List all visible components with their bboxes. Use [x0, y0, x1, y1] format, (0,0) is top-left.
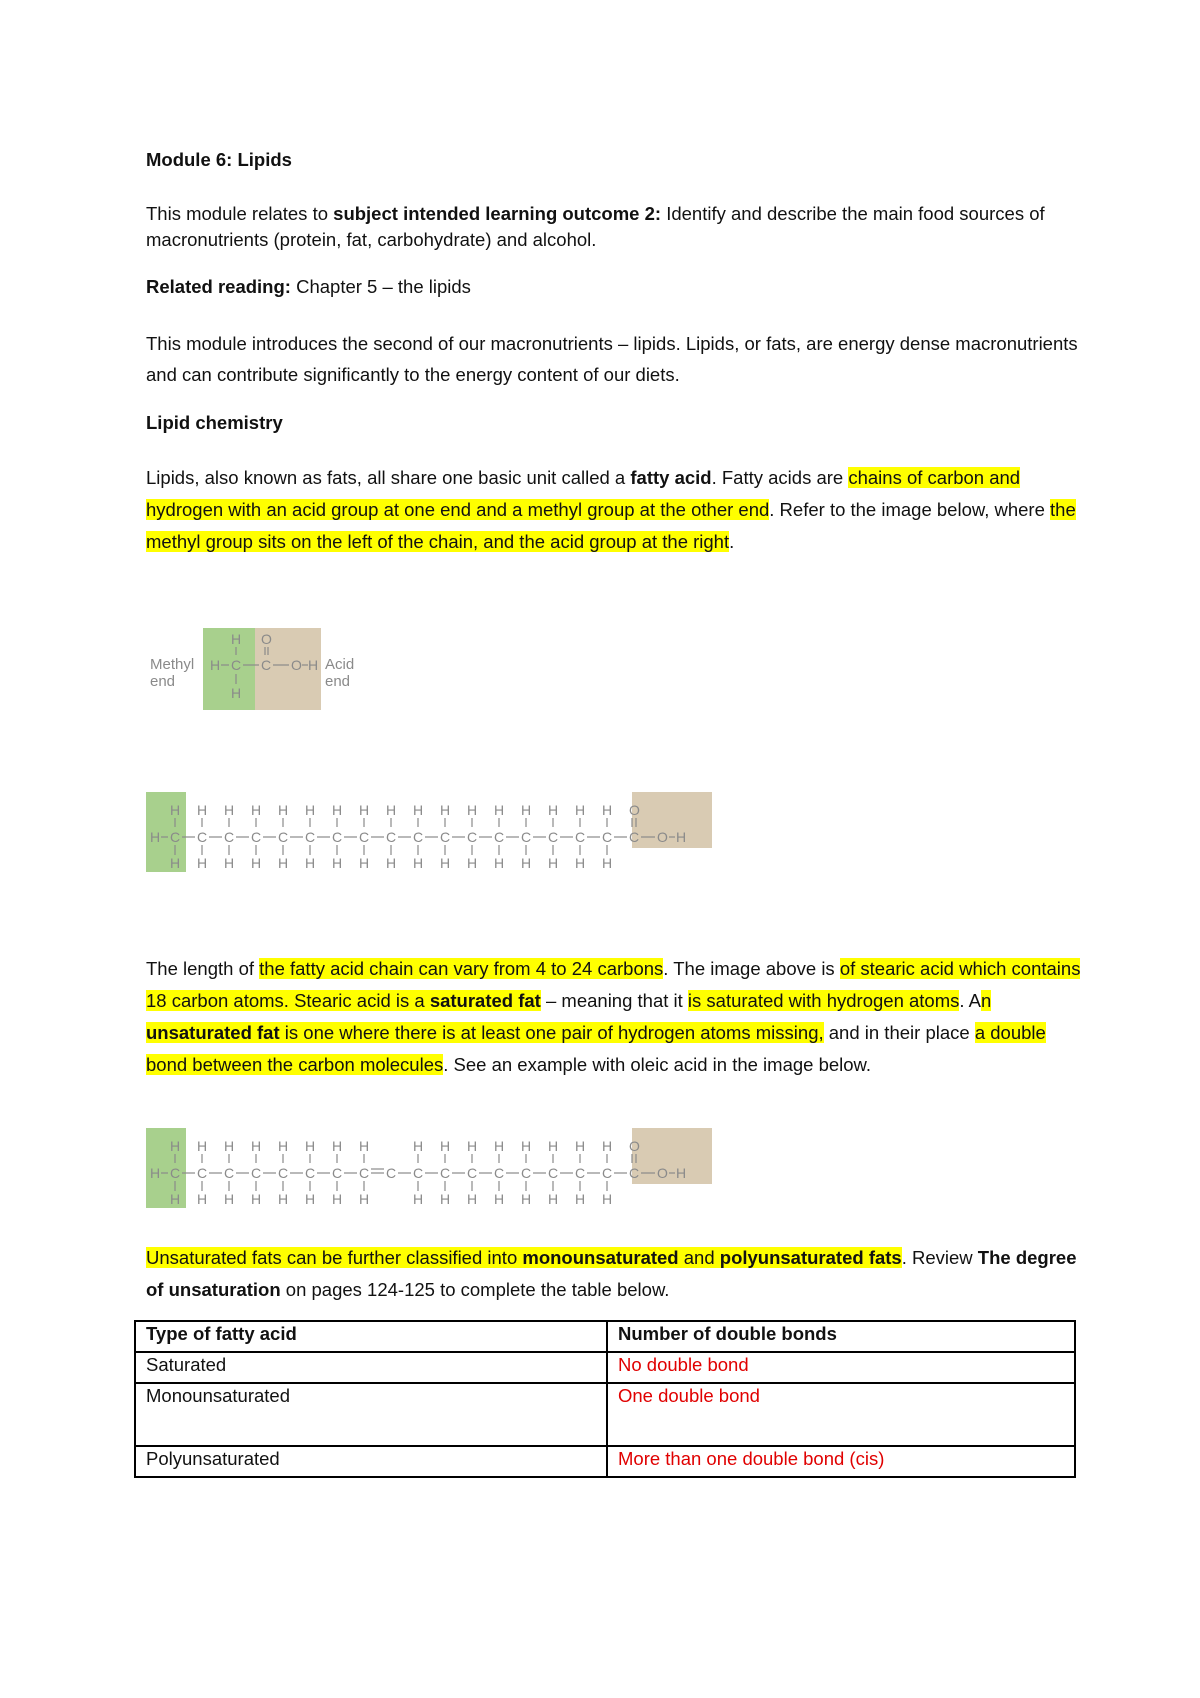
text-run: . The image above is: [663, 958, 840, 979]
atom-glyph: O: [629, 802, 640, 818]
text-run: . See an example with oleic acid in the image below.: [443, 1054, 872, 1075]
atom-glyph: H: [602, 1138, 613, 1154]
atom-glyph: H: [521, 1138, 532, 1154]
atom-glyph: H: [359, 1191, 370, 1207]
atom-glyph: H: [224, 1191, 235, 1207]
atom-glyph: H: [224, 802, 235, 818]
text-run: – meaning that it: [540, 990, 688, 1011]
fatty-acid-table: [134, 1320, 1076, 1478]
svg-text:H: H: [231, 685, 242, 701]
atom-glyph: C: [548, 829, 559, 845]
atom-glyph: C: [467, 829, 478, 845]
atom-glyph: C: [332, 1165, 343, 1181]
table-cell-type: Monounsaturated: [135, 1383, 607, 1446]
atom-glyph: H: [278, 855, 289, 871]
text-run: The length of: [146, 958, 260, 979]
table-cell-type: Saturated: [135, 1352, 607, 1383]
text-run: Lipids, also known as fats, all share one basic unit called a: [146, 467, 631, 488]
atom-glyph: H: [332, 1191, 343, 1207]
atom-glyph: C: [170, 829, 181, 845]
atom-glyph: H: [413, 1138, 424, 1154]
text-run: . Review: [901, 1247, 978, 1268]
atom-glyph: H: [332, 1138, 343, 1154]
atom-glyph: H: [602, 1191, 613, 1207]
atom-glyph: H: [305, 802, 316, 818]
atom-glyph: H: [170, 802, 181, 818]
atom-glyph: C: [467, 1165, 478, 1181]
atom-glyph: H: [440, 1138, 451, 1154]
bold-term: fatty acid: [630, 467, 712, 488]
atom-glyph: H: [548, 802, 559, 818]
highlight-bold-term: saturated fat: [429, 990, 541, 1011]
intro-text: This module relates to: [146, 203, 334, 224]
atom-glyph: H: [676, 829, 687, 845]
atom-glyph: O: [657, 1165, 668, 1181]
highlight-text: and: [678, 1247, 720, 1268]
svg-text:C: C: [231, 657, 242, 673]
atom-glyph: C: [251, 829, 262, 845]
atom-glyph: H: [440, 855, 451, 871]
atom-glyph: C: [440, 1165, 451, 1181]
table-header-bonds: Number of double bonds: [607, 1321, 1075, 1352]
atom-glyph: C: [494, 1165, 505, 1181]
atom-glyph: C: [629, 1165, 640, 1181]
svg-text:H: H: [210, 657, 221, 673]
atom-glyph: H: [494, 855, 505, 871]
atom-glyph: H: [413, 802, 424, 818]
highlight-text: of stearic acid which contains 18 carbon atoms. Stearic acid is a: [146, 958, 1081, 1011]
stearic-acid-figure: [146, 790, 716, 874]
atom-glyph: C: [224, 1165, 235, 1181]
methyl-label-end: end: [150, 673, 176, 690]
atom-glyph: C: [575, 829, 586, 845]
section-heading: Lipid chemistry: [146, 412, 283, 433]
acid-label-end: end: [325, 673, 351, 690]
atom-glyph: H: [413, 855, 424, 871]
atom-glyph: C: [413, 829, 424, 845]
atom-glyph: H: [676, 1165, 687, 1181]
atom-glyph: H: [224, 855, 235, 871]
table-row: [135, 1352, 1075, 1383]
svg-text:O: O: [291, 657, 302, 673]
intro-paragraph: [146, 201, 1081, 253]
atom-glyph: H: [197, 802, 208, 818]
unsaturation-paragraph: [146, 1242, 1081, 1306]
table-row: [135, 1446, 1075, 1477]
atom-glyph: H: [602, 855, 613, 871]
svg-text:O: O: [261, 631, 272, 647]
atom-glyph: H: [170, 855, 181, 871]
atom-glyph: O: [629, 1138, 640, 1154]
atom-glyph: H: [251, 855, 262, 871]
atom-glyph: H: [224, 1138, 235, 1154]
table-row: [135, 1383, 1075, 1446]
highlight-text: a double bond between the carbon molecules: [146, 1022, 1046, 1075]
text-run: . A: [959, 990, 981, 1011]
atom-glyph: H: [467, 855, 478, 871]
atom-glyph: H: [197, 1191, 208, 1207]
atom-glyph: H: [305, 1191, 316, 1207]
atom-glyph: C: [359, 829, 370, 845]
highlight-text: the fatty acid chain can vary from 4 to 24 carbons: [259, 958, 664, 979]
atom-glyph: H: [197, 1138, 208, 1154]
atom-glyph: H: [251, 1191, 262, 1207]
atom-glyph: H: [440, 802, 451, 818]
text-run: and in their place: [823, 1022, 975, 1043]
atom-glyph: H: [602, 802, 613, 818]
atom-glyph: C: [602, 829, 613, 845]
methyl-label: Methyl: [150, 656, 195, 673]
atom-glyph: C: [251, 1165, 262, 1181]
page-title: Module 6: Lipids: [146, 149, 292, 170]
table-header-type: Type of fatty acid: [135, 1321, 607, 1352]
atom-glyph: H: [170, 1138, 181, 1154]
reading-text: Chapter 5 – the lipids: [290, 276, 471, 297]
atom-glyph: H: [467, 1191, 478, 1207]
table-cell-bonds: One double bond: [607, 1383, 1075, 1446]
atom-glyph: H: [548, 1138, 559, 1154]
atom-glyph: C: [224, 829, 235, 845]
highlight-text: n: [981, 990, 992, 1011]
oleic-acid-figure: [146, 1126, 716, 1210]
atom-glyph: H: [494, 802, 505, 818]
text-run: . Refer to the image below, where: [769, 499, 1051, 520]
overview-paragraph: This module introduces the second of our macronutrients – lipids. Lipids, or fats, are energy dense macronutrients and can contribute significantly to the energy content of our diets.: [146, 333, 1078, 385]
atom-glyph: C: [440, 829, 451, 845]
atom-glyph: C: [305, 1165, 316, 1181]
acid-label: Acid: [325, 656, 355, 673]
atom-glyph: H: [150, 1165, 161, 1181]
highlight-text: the methyl group sits on the left of the chain, and the acid group at the right: [146, 499, 1076, 552]
atom-glyph: H: [521, 802, 532, 818]
highlight-bold-term: unsaturated fat: [146, 1022, 280, 1043]
reading-paragraph: [146, 276, 1081, 298]
atom-glyph: H: [521, 1191, 532, 1207]
atom-glyph: H: [305, 855, 316, 871]
acid-end-shading: [632, 1128, 712, 1184]
atom-glyph: C: [386, 829, 397, 845]
svg-text:C: C: [261, 657, 272, 673]
atom-glyph: C: [278, 1165, 289, 1181]
atom-glyph: H: [278, 802, 289, 818]
atom-glyph: H: [332, 855, 343, 871]
atom-glyph: H: [494, 1191, 505, 1207]
atom-glyph: C: [629, 829, 640, 845]
text-run: on pages 124-125 to complete the table below.: [280, 1279, 670, 1300]
fatty-acid-ends-figure: [148, 626, 355, 712]
fatty-acid-paragraph: [146, 462, 1081, 558]
atom-glyph: C: [359, 1165, 370, 1181]
highlight-text: Unsaturated fats can be further classified into: [146, 1247, 523, 1268]
intro-text-end: Identify and describe the main food sources of macronutrients (protein, fat, carbohydrate) and alcohol.: [146, 203, 1045, 250]
atom-glyph: C: [197, 1165, 208, 1181]
svg-text:H: H: [231, 631, 242, 647]
atom-glyph: C: [197, 829, 208, 845]
atom-glyph: H: [359, 855, 370, 871]
atom-glyph: H: [521, 855, 532, 871]
atom-glyph: H: [251, 1138, 262, 1154]
atom-glyph: C: [575, 1165, 586, 1181]
atom-glyph: H: [467, 802, 478, 818]
table-cell-type: Polyunsaturated: [135, 1446, 607, 1477]
atom-glyph: H: [575, 855, 586, 871]
atom-glyph: C: [494, 829, 505, 845]
reading-label: Related reading:: [146, 276, 291, 297]
atom-glyph: H: [494, 1138, 505, 1154]
atom-glyph: C: [413, 1165, 424, 1181]
atom-glyph: H: [197, 855, 208, 871]
atom-glyph: C: [278, 829, 289, 845]
highlight-bold-term: polyunsaturated fats: [719, 1247, 902, 1268]
table-cell-bonds: More than one double bond (cis): [607, 1446, 1075, 1477]
intro-outcome: subject intended learning outcome 2:: [333, 203, 662, 224]
atom-glyph: H: [278, 1138, 289, 1154]
atom-glyph: C: [548, 1165, 559, 1181]
text-run: . Fatty acids are: [711, 467, 849, 488]
atom-glyph: C: [602, 1165, 613, 1181]
atom-glyph: C: [305, 829, 316, 845]
atom-glyph: H: [440, 1191, 451, 1207]
atom-glyph: C: [386, 1165, 397, 1181]
atom-glyph: C: [521, 829, 532, 845]
atom-glyph: H: [575, 1138, 586, 1154]
atom-glyph: H: [413, 1191, 424, 1207]
atom-glyph: H: [359, 802, 370, 818]
atom-glyph: C: [521, 1165, 532, 1181]
atom-glyph: H: [332, 802, 343, 818]
chain-length-paragraph: [146, 953, 1081, 1081]
svg-text:H: H: [308, 657, 319, 673]
atom-glyph: H: [150, 829, 161, 845]
highlight-text: chains of carbon and hydrogen with an acid group at one end and a methyl group at the other end: [146, 467, 1021, 520]
atom-glyph: H: [278, 1191, 289, 1207]
acid-end-shading: [632, 792, 712, 848]
table-cell-bonds: No double bond: [607, 1352, 1075, 1383]
bold-term: The degree of unsaturation: [146, 1247, 1077, 1300]
atom-glyph: H: [548, 855, 559, 871]
atom-glyph: H: [251, 802, 262, 818]
atom-glyph: H: [467, 1138, 478, 1154]
atom-glyph: C: [170, 1165, 181, 1181]
text-run: .: [729, 531, 735, 552]
highlight-bold-term: monounsaturated: [522, 1247, 679, 1268]
atom-glyph: H: [305, 1138, 316, 1154]
atom-glyph: H: [575, 1191, 586, 1207]
atom-glyph: H: [359, 1138, 370, 1154]
atom-glyph: H: [575, 802, 586, 818]
highlight-text: is saturated with hydrogen atoms: [687, 990, 960, 1011]
table-header-row: [135, 1321, 1075, 1352]
atom-glyph: H: [386, 855, 397, 871]
highlight-text: is one where there is at least one pair of hydrogen atoms missing,: [279, 1022, 824, 1043]
atom-glyph: H: [386, 802, 397, 818]
atom-glyph: H: [170, 1191, 181, 1207]
atom-glyph: C: [332, 829, 343, 845]
atom-glyph: H: [548, 1191, 559, 1207]
atom-glyph: O: [657, 829, 668, 845]
